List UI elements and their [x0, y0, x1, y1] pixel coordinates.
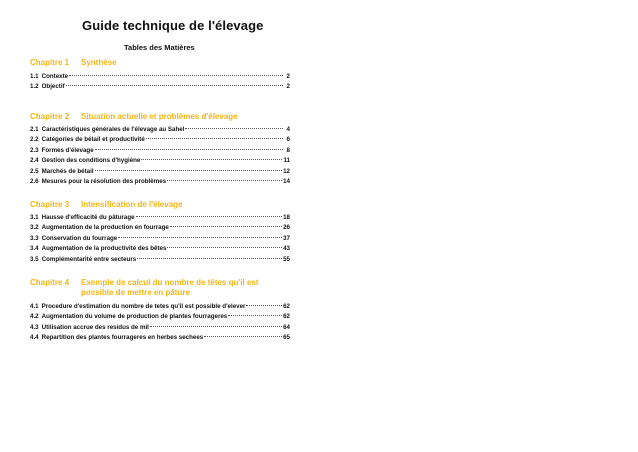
entry-title: Augmentation de la productivité des bêtes: [41, 245, 167, 253]
dot-leader: [246, 305, 282, 306]
chapter-title: Intensification de l'élevage: [81, 200, 183, 209]
chapter-title: Situation actuelle et problèmes d'élevage: [81, 112, 238, 121]
toc-entry[interactable]: [30, 125, 290, 135]
entry-title: Conservation du fourrage: [41, 234, 118, 242]
entry-number: 1.2: [30, 83, 39, 91]
entry-page: 62: [283, 303, 290, 310]
entry-title: Procedure d'estimation du nombre de tetes qu'il est possible d'elever: [41, 303, 246, 310]
dot-leader: [136, 216, 283, 217]
dot-leader: [137, 258, 282, 259]
entry-title: Augmentation du volume de production de plantes fourrageres: [41, 313, 228, 321]
dot-leader: [95, 170, 283, 171]
entry-number: 4.3: [30, 323, 39, 331]
entry-title: Contexte: [41, 73, 69, 80]
dot-leader: [167, 247, 282, 248]
entry-title: Complémentarité entre secteurs: [41, 255, 137, 263]
chapter-title: Synthèse: [81, 58, 117, 67]
entry-number: 3.4: [30, 245, 39, 253]
entry-page: 11: [283, 157, 290, 165]
entry-page: 64: [283, 323, 290, 331]
entry-number: 3.5: [30, 255, 39, 263]
dot-leader: [185, 128, 283, 129]
entry-page: 8: [286, 146, 290, 154]
entry-title: Hausse d'efficacité du pâturage: [41, 214, 135, 221]
chapter-number: Chapitre 1: [30, 58, 70, 67]
chapter-heading: [30, 112, 290, 122]
dot-leader: [204, 336, 282, 337]
chapter-entries: [30, 72, 290, 93]
chapter-title: Exemple de calcul du nombre de têtes qu'il est possible de mettre en pâture: [81, 278, 259, 297]
entry-page: 55: [283, 255, 290, 263]
entry-title: Objectif: [41, 83, 65, 91]
entry-number: 1.1: [30, 73, 39, 80]
entry-title: Formes d'élevage: [41, 146, 94, 154]
toc-entry[interactable]: [30, 323, 290, 333]
toc-entry[interactable]: [30, 72, 290, 82]
dot-leader: [66, 85, 283, 86]
entry-page: 26: [283, 224, 290, 232]
chapter-heading: [30, 200, 290, 210]
toc-entry[interactable]: [30, 82, 290, 92]
dot-leader: [170, 226, 282, 227]
document-title: Guide technique de l'élevage: [82, 18, 264, 33]
entry-title: Augmentation de la production en fourrage: [41, 224, 169, 232]
chapter-entries: [30, 125, 290, 187]
toc-entry[interactable]: [30, 213, 290, 223]
dot-leader: [141, 159, 282, 160]
toc-entry[interactable]: [30, 177, 290, 187]
dot-leader: [150, 326, 282, 327]
dot-leader: [167, 180, 282, 181]
chapter-entries: [30, 213, 290, 265]
entry-page: 18: [283, 214, 290, 221]
toc-entry[interactable]: [30, 255, 290, 265]
entry-number: 2.3: [30, 146, 39, 154]
toc-entry[interactable]: [30, 234, 290, 244]
entry-page: 43: [283, 245, 290, 253]
entry-page: 12: [283, 167, 290, 175]
dot-leader: [228, 315, 282, 316]
chapter-entries: [30, 302, 290, 344]
entry-title: Mesures pour la résolution des problèmes: [41, 177, 167, 185]
entry-number: 2.4: [30, 157, 39, 165]
entry-title: Utilisation accrue des residus de mil: [41, 323, 149, 331]
toc-entry[interactable]: [30, 156, 290, 166]
entry-number: 3.3: [30, 234, 39, 242]
entry-number: 4.4: [30, 334, 39, 342]
chapter-number: Chapitre 3: [30, 200, 70, 209]
entry-title: Repartition des plantes fourrageres en herbes sechees: [41, 334, 204, 342]
entry-page: 2: [286, 83, 290, 91]
dot-leader: [118, 237, 282, 238]
toc-entry[interactable]: [30, 333, 290, 343]
entry-page: 6: [286, 136, 290, 144]
entry-page: 62: [283, 313, 290, 321]
dot-leader: [69, 75, 283, 76]
dot-leader: [95, 149, 283, 150]
entry-number: 4.2: [30, 313, 39, 321]
entry-number: 4.1: [30, 303, 39, 310]
entry-page: 65: [283, 334, 290, 342]
chapter-number: Chapitre 2: [30, 112, 70, 121]
entry-title: Marchés de bétail: [41, 167, 94, 175]
dot-leader: [146, 138, 283, 139]
entry-page: 4: [286, 126, 290, 133]
entry-page: 14: [283, 177, 290, 185]
entry-number: 2.5: [30, 167, 39, 175]
entry-title: Gestion des conditions d'hygiène: [41, 157, 141, 165]
entry-number: 2.1: [30, 126, 39, 133]
chapter-heading: [30, 278, 290, 298]
chapter-heading: [30, 58, 290, 68]
toc-entry[interactable]: [30, 244, 290, 254]
entry-page: 37: [283, 234, 290, 242]
entry-number: 3.2: [30, 224, 39, 232]
toc-entry[interactable]: [30, 302, 290, 312]
entry-page: 2: [286, 73, 290, 80]
toc-entry[interactable]: [30, 312, 290, 322]
entry-number: 2.6: [30, 177, 39, 185]
entry-number: 2.2: [30, 136, 39, 144]
entry-title: Catégories de bétail et productivité: [41, 136, 145, 144]
toc-entry[interactable]: [30, 223, 290, 233]
toc-entry[interactable]: [30, 167, 290, 177]
entry-number: 3.1: [30, 214, 39, 221]
chapter-number: Chapitre 4: [30, 278, 70, 287]
toc-entry[interactable]: [30, 146, 290, 156]
toc-subtitle: Tables des Matières: [124, 43, 195, 52]
toc-entry[interactable]: [30, 135, 290, 145]
entry-title: Caractéristiques générales de l'élevage au Sahel: [41, 126, 185, 133]
